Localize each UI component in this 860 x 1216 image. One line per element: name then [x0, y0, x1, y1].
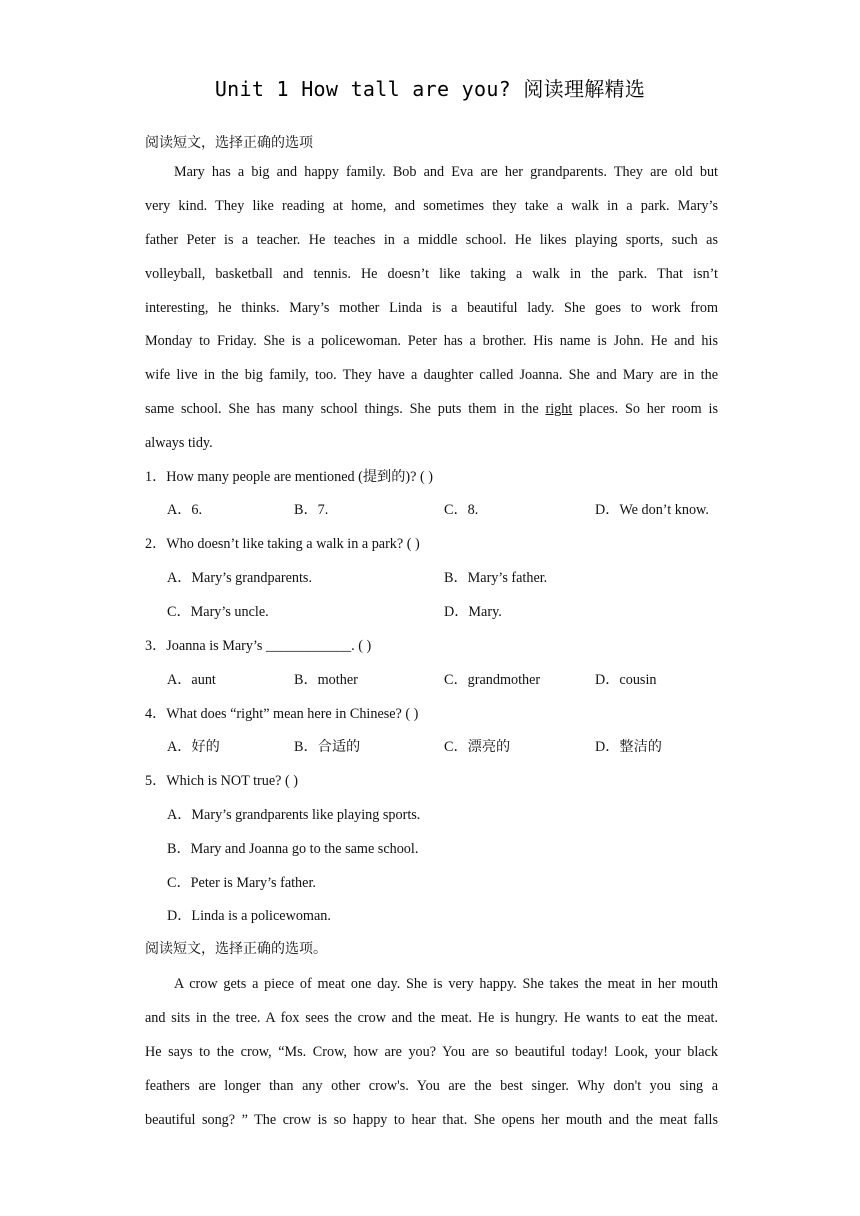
passage-line: A crow gets a piece of meat one day. She is very happy. She takes the meat in her mouth: [174, 976, 718, 992]
question-4-option-d: D．整洁的: [595, 739, 662, 755]
section-1-passage: [145, 162, 718, 467]
page-title: Unit 1 How tall are you? 阅读理解精选: [214, 77, 646, 101]
question-2-option-b: B．Mary’s father.: [444, 570, 548, 586]
question-3-option-d: D．cousin: [595, 672, 657, 688]
question-4-option-a: A．好的: [167, 739, 220, 755]
passage-line: He says to the crow, “Ms. Crow, how are you? You are so beautiful today! Look, your black: [145, 1043, 718, 1060]
passage-line: beautiful song? ” The crow is so happy to hear that. She opens her mouth and the meat falls: [145, 1111, 718, 1128]
passage-line: [145, 399, 718, 433]
passage-line: interesting, he thinks. Mary’s mother Linda is a beautiful lady. She goes to work from: [145, 299, 718, 316]
passage-line: very kind. They like reading at home, and sometimes they take a walk in a park. Mary’s: [145, 197, 718, 214]
question-3-option-a: A．aunt: [167, 672, 216, 688]
passage-line: volleyball, basketball and tennis. He doesn’t like taking a walk in the park. That isn’t: [145, 265, 718, 282]
question-1-option-b: B．7.: [294, 502, 329, 518]
passage-line: and sits in the tree. A fox sees the crow and the meat. He is hungry. He wants to eat the meat.: [145, 1009, 718, 1026]
question-2-option-d: D．Mary.: [444, 604, 502, 620]
question-4-option-c: C．漂亮的: [444, 739, 511, 755]
question-4-option-b: B．合适的: [294, 739, 361, 755]
question-1-option-a: A．6.: [167, 502, 203, 518]
question-2-option-c: C．Mary’s uncle.: [167, 604, 269, 620]
question-5-option-b: B．Mary and Joanna go to the same school.: [167, 841, 419, 857]
question-1-option-c: C．8.: [444, 502, 479, 518]
question-2-stem: 2．Who doesn’t like taking a walk in a park? ( ): [145, 536, 420, 552]
question-5-option-a: A．Mary’s grandparents like playing sports.: [167, 807, 421, 823]
passage-text: same school. She has many school things. She puts them in the: [145, 401, 546, 418]
passage-line: Monday to Friday. She is a policewoman. Peter has a brother. His name is John. He and his: [145, 333, 718, 350]
question-3-option-b: B．mother: [294, 672, 358, 688]
passage-text: places. So her room is: [572, 401, 718, 418]
question-5-option-c: C．Peter is Mary’s father.: [167, 875, 316, 891]
section-1-instruction: 阅读短文，选择正确的选项: [145, 136, 313, 151]
passage-line: feathers are longer than any other crow's. You are the best singer. Why don't you sing a: [145, 1077, 718, 1094]
question-5-option-d: D．Linda is a policewoman.: [167, 908, 331, 924]
question-2-option-a: A．Mary’s grandparents.: [167, 570, 312, 586]
question-1-option-d: D．We don’t know.: [595, 502, 709, 518]
passage-line: always tidy.: [145, 435, 213, 452]
passage-line: Mary has a big and happy family. Bob and Eva are her grandparents. They are old but: [174, 164, 718, 180]
question-5-stem: 5．Which is NOT true? ( ): [145, 773, 299, 789]
question-3-stem: 3．Joanna is Mary’s ____________. ( ): [145, 638, 372, 654]
question-4-stem: 4．What does “right” mean here in Chinese? ( ): [145, 706, 419, 722]
section-2-instruction: 阅读短文，选择正确的选项。: [145, 942, 327, 957]
passage-line: wife live in the big family, too. They have a daughter called Joanna. She and Mary are in the: [145, 367, 718, 384]
question-3-option-c: C．grandmother: [444, 672, 541, 688]
underlined-word: right: [545, 401, 573, 418]
passage-line: father Peter is a teacher. He teaches in a middle school. He likes playing sports, such as: [145, 231, 718, 248]
question-1-stem: 1．How many people are mentioned (提到的)? ( ): [145, 469, 433, 485]
section-2-passage: [145, 974, 718, 1143]
